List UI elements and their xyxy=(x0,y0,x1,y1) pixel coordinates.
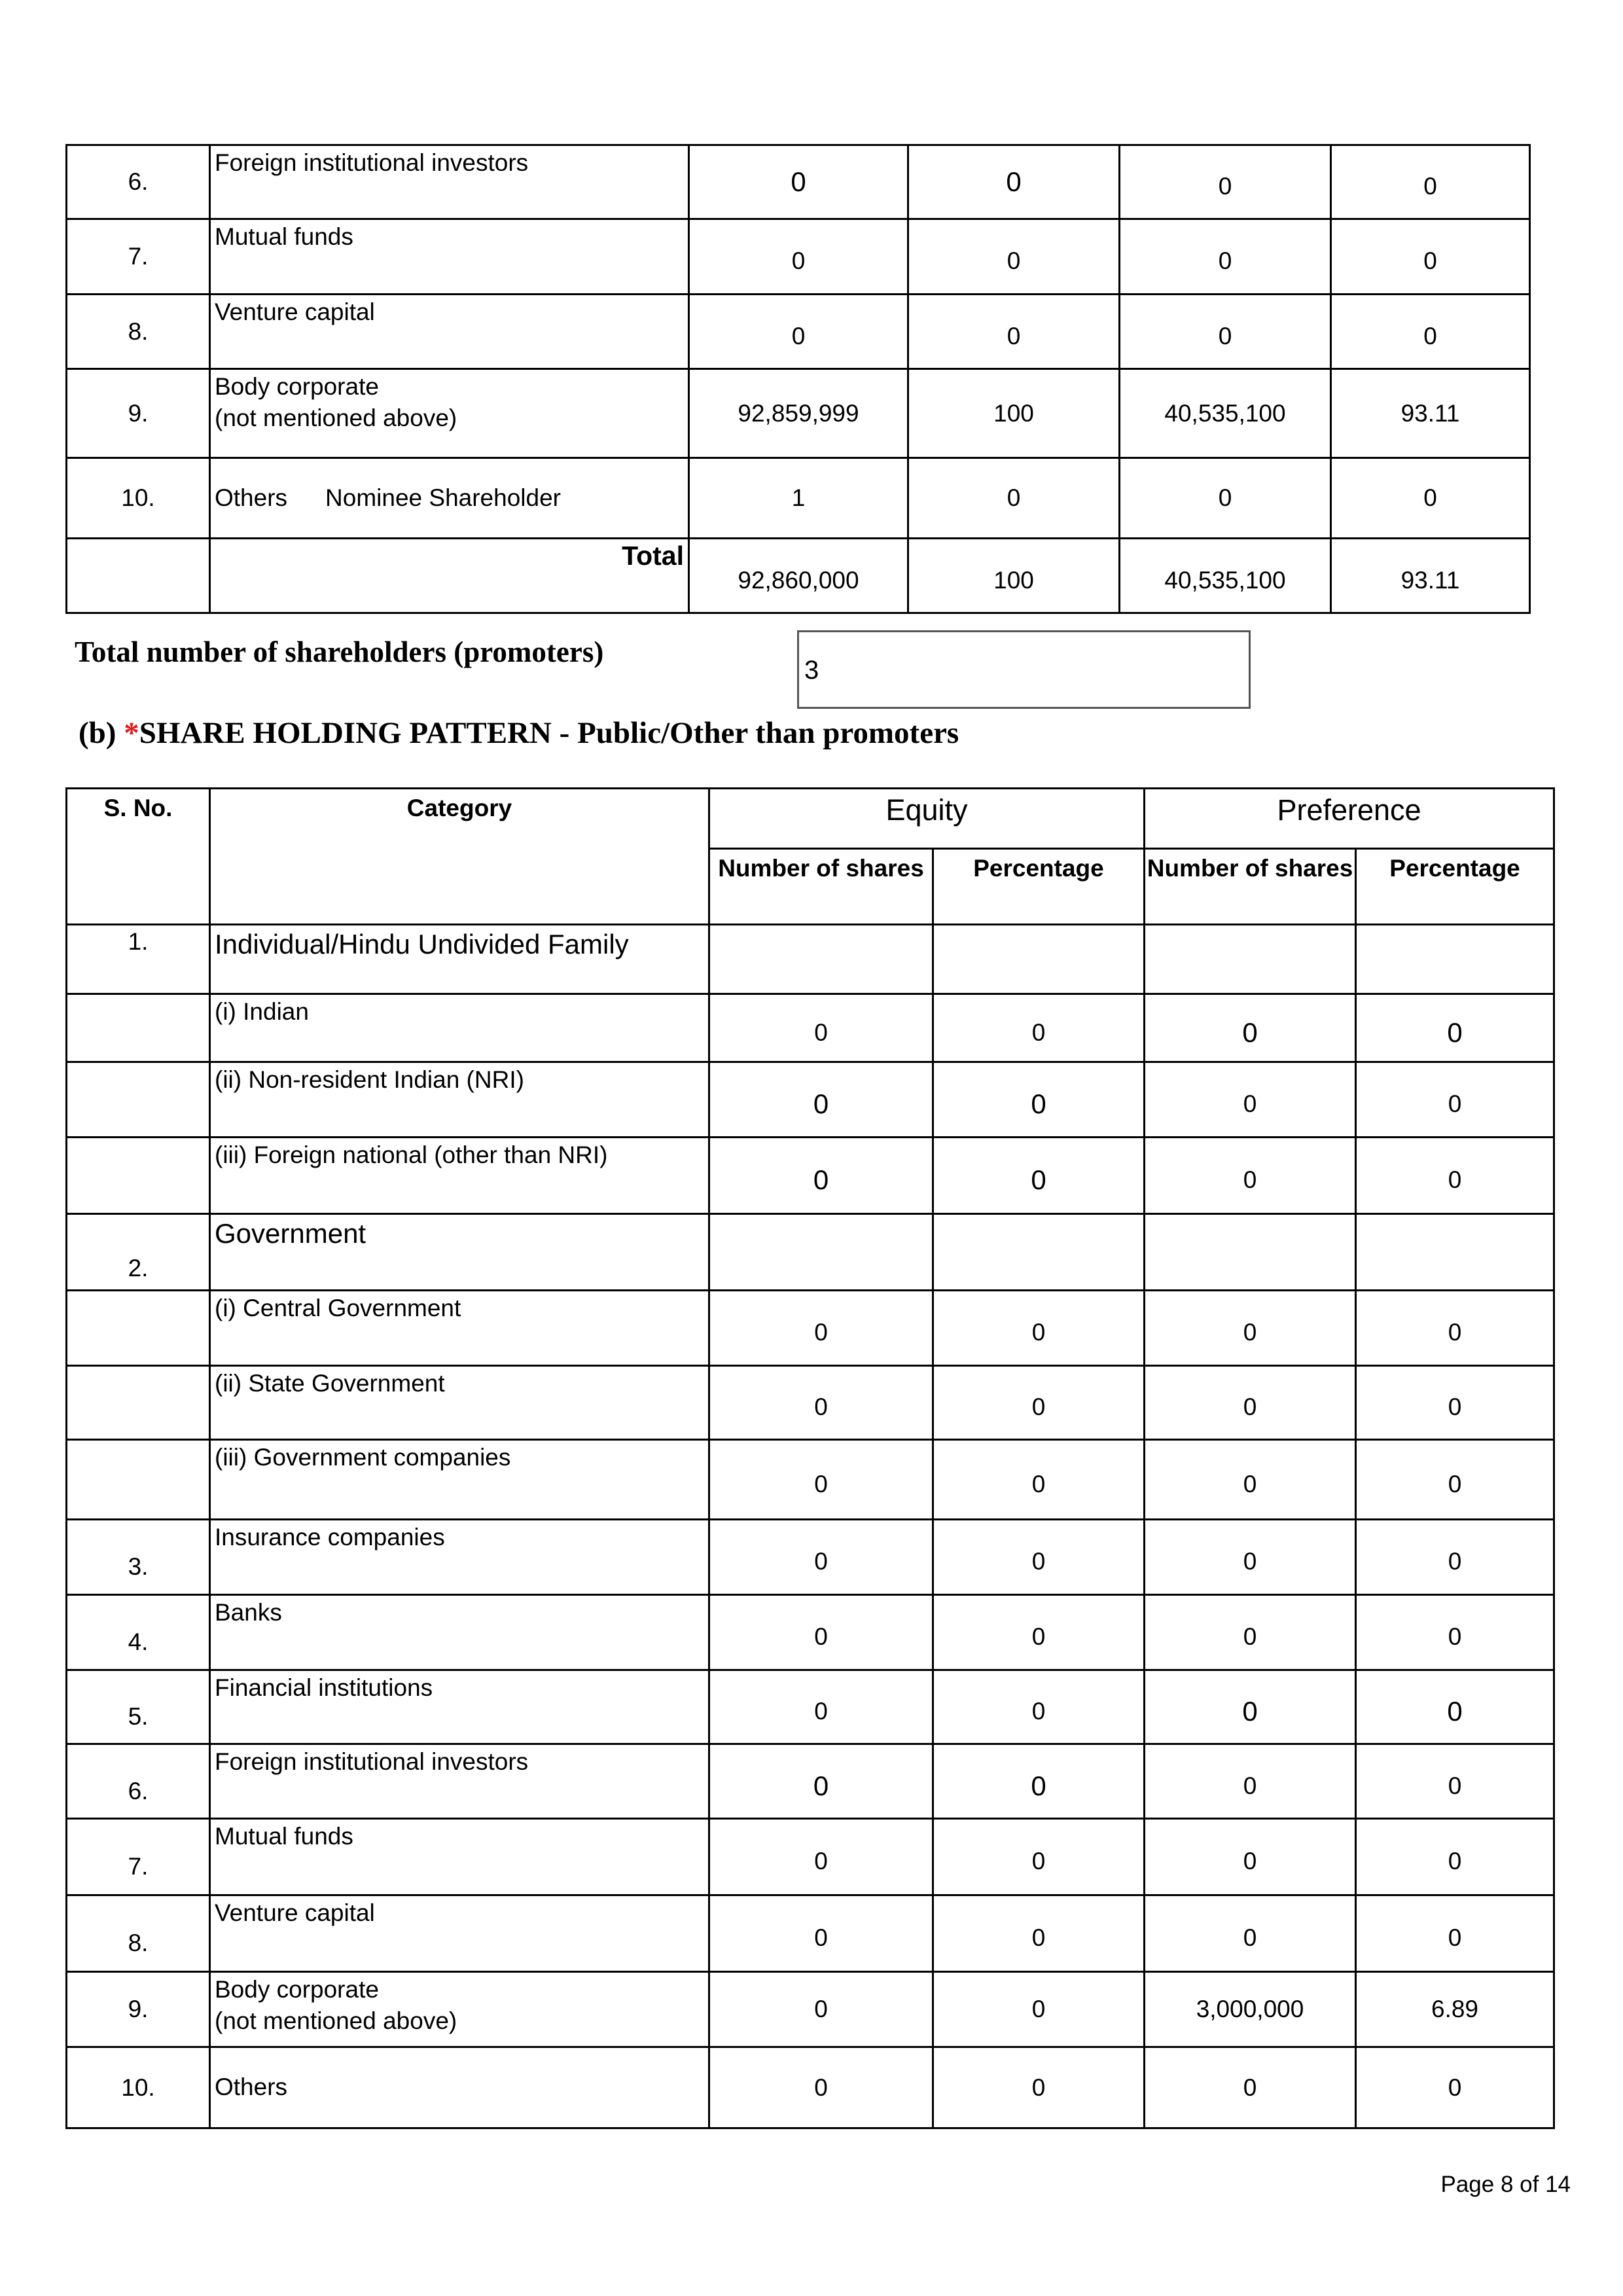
pref-percentage-cell: 0 xyxy=(1356,1062,1554,1138)
pref-shares-cell: 0 xyxy=(1145,1291,1356,1366)
equity-percentage-cell xyxy=(933,1214,1145,1291)
pref-shares-cell: 3,000,000 xyxy=(1145,1972,1356,2047)
table-row xyxy=(67,1366,1554,1440)
promoters-count-field[interactable]: 3 xyxy=(797,630,1251,709)
equity-percentage-cell: 0 xyxy=(933,1670,1145,1744)
row-sno: 9. xyxy=(67,369,210,458)
pref-shares-cell: 0 xyxy=(1120,458,1331,539)
row-category: (i) Indian xyxy=(210,994,709,1062)
pref-percentage-cell: 0 xyxy=(1356,1138,1554,1214)
equity-percentage-cell: 0 xyxy=(933,1595,1145,1670)
equity-shares-cell: 92,859,999 xyxy=(689,369,908,458)
row-category: Foreign institutional investors xyxy=(210,145,689,219)
pref-percentage-cell: 6.89 xyxy=(1356,1972,1554,2047)
equity-header: Equity xyxy=(709,789,1145,849)
pref-shares-cell: 0 xyxy=(1145,1819,1356,1895)
row-category: Others xyxy=(210,2047,709,2128)
pref-shares-cell: 0 xyxy=(1145,1440,1356,1520)
row-sno xyxy=(67,1440,210,1520)
row-category: Government xyxy=(210,1214,709,1291)
nominee-label: Nominee Shareholder xyxy=(325,484,561,511)
pref-shares-cell: 0 xyxy=(1145,1520,1356,1595)
public-shareholding-table xyxy=(65,787,1555,2129)
pref-shares-cell: 0 xyxy=(1145,1744,1356,1819)
category-header: Category xyxy=(210,789,709,925)
pref-shares-cell: 0 xyxy=(1120,295,1331,369)
equity-percentage-cell: 0 xyxy=(933,1366,1145,1440)
equity-percentage-cell: 0 xyxy=(933,994,1145,1062)
preference-header: Preference xyxy=(1145,789,1554,849)
pref-percentage-cell xyxy=(1356,1214,1554,1291)
table-row xyxy=(67,1744,1554,1819)
pref-percentage-cell: 0 xyxy=(1356,1440,1554,1520)
table-row xyxy=(67,2047,1554,2128)
row-sno: 1. xyxy=(67,925,210,994)
equity-shares-cell: 0 xyxy=(709,1440,933,1520)
equity-percentage-cell: 0 xyxy=(908,145,1120,219)
row-category: Insurance companies xyxy=(210,1520,709,1595)
section-b-title xyxy=(79,715,959,751)
total-equity-percentage: 100 xyxy=(908,539,1120,613)
row-sno: 7. xyxy=(67,1819,210,1895)
equity-shares-header: Number of shares xyxy=(709,849,933,925)
row-category: Banks xyxy=(210,1595,709,1670)
row-category xyxy=(210,1972,709,2047)
table-row xyxy=(67,1972,1554,2047)
equity-shares-cell: 0 xyxy=(709,994,933,1062)
total-sno-cell xyxy=(67,539,210,613)
table-row xyxy=(67,295,1530,369)
row-sno: 4. xyxy=(67,1595,210,1670)
table-row xyxy=(67,1291,1554,1366)
table-row xyxy=(67,1214,1554,1291)
equity-percentage-cell xyxy=(933,925,1145,994)
table-row xyxy=(67,1520,1554,1595)
pref-percentage-cell: 0 xyxy=(1356,1366,1554,1440)
table-row xyxy=(67,925,1554,994)
pref-percentage-cell: 0 xyxy=(1331,295,1530,369)
pref-percentage-cell: 0 xyxy=(1356,1291,1554,1366)
table-row xyxy=(67,1440,1554,1520)
row-category: (iii) Foreign national (other than NRI) xyxy=(210,1138,709,1214)
table-row xyxy=(67,369,1530,458)
category-line: (not mentioned above) xyxy=(215,2007,457,2035)
pref-percentage-cell: 0 xyxy=(1356,1895,1554,1972)
promoters-count-label: Total number of shareholders (promoters) xyxy=(75,636,604,668)
equity-percentage-cell: 0 xyxy=(933,2047,1145,2128)
pref-shares-cell: 40,535,100 xyxy=(1120,369,1331,458)
pref-percentage-cell: 93.11 xyxy=(1331,369,1530,458)
row-category: Mutual funds xyxy=(210,1819,709,1895)
pref-shares-cell: 0 xyxy=(1145,1595,1356,1670)
section-title-text: SHARE HOLDING PATTERN - Public/Other than promoters xyxy=(139,716,959,750)
table-row xyxy=(67,219,1530,295)
equity-shares-cell: 0 xyxy=(709,1520,933,1595)
equity-percentage-cell: 0 xyxy=(933,1291,1145,1366)
equity-shares-cell: 0 xyxy=(709,1138,933,1214)
equity-percentage-cell: 0 xyxy=(933,1972,1145,2047)
row-category: Foreign institutional investors xyxy=(210,1744,709,1819)
row-category: Venture capital xyxy=(210,295,689,369)
total-pref-shares: 40,535,100 xyxy=(1120,539,1331,613)
row-category: Individual/Hindu Undivided Family xyxy=(210,925,709,994)
total-label: Total xyxy=(210,539,689,613)
equity-shares-cell: 0 xyxy=(709,1972,933,2047)
row-category: (iii) Government companies xyxy=(210,1440,709,1520)
total-row xyxy=(67,539,1530,613)
promoters-shareholding-table xyxy=(65,144,1531,614)
table-row xyxy=(67,1595,1554,1670)
row-category xyxy=(210,369,689,458)
row-category: (ii) Non-resident Indian (NRI) xyxy=(210,1062,709,1138)
equity-percentage-cell: 0 xyxy=(933,1138,1145,1214)
pref-percentage-cell: 0 xyxy=(1356,1744,1554,1819)
pref-percentage-cell: 0 xyxy=(1356,1670,1554,1744)
equity-shares-cell: 0 xyxy=(709,1670,933,1744)
pref-shares-cell: 0 xyxy=(1145,2047,1356,2128)
row-sno: 2. xyxy=(67,1214,210,1291)
pref-shares-cell: 0 xyxy=(1145,1062,1356,1138)
category-line: Body corporate xyxy=(215,1976,379,2003)
equity-shares-cell: 0 xyxy=(709,1062,933,1138)
table-row xyxy=(67,1138,1554,1214)
row-sno xyxy=(67,994,210,1062)
pref-shares-cell: 0 xyxy=(1145,1138,1356,1214)
row-sno: 10. xyxy=(67,2047,210,2128)
row-sno xyxy=(67,1366,210,1440)
equity-percentage-cell: 0 xyxy=(908,458,1120,539)
row-sno xyxy=(67,1138,210,1214)
row-sno xyxy=(67,1291,210,1366)
equity-percentage-cell: 0 xyxy=(933,1520,1145,1595)
equity-shares-cell: 0 xyxy=(689,219,908,295)
table-row xyxy=(67,1895,1554,1972)
pref-percentage-cell: 0 xyxy=(1331,219,1530,295)
pref-percentage-cell xyxy=(1356,925,1554,994)
row-sno: 6. xyxy=(67,1744,210,1819)
equity-percentage-header: Percentage xyxy=(933,849,1145,925)
equity-percentage-cell: 0 xyxy=(933,1895,1145,1972)
pref-percentage-cell: 0 xyxy=(1356,1819,1554,1895)
row-sno: 6. xyxy=(67,145,210,219)
pref-shares-cell: 0 xyxy=(1145,1670,1356,1744)
table-row xyxy=(67,145,1530,219)
table-row xyxy=(67,1670,1554,1744)
equity-shares-cell: 0 xyxy=(689,295,908,369)
pref-shares-cell: 0 xyxy=(1145,994,1356,1062)
required-asterisk: * xyxy=(124,716,139,750)
sno-header: S. No. xyxy=(67,789,210,925)
equity-percentage-cell: 0 xyxy=(908,295,1120,369)
pref-percentage-cell: 0 xyxy=(1331,145,1530,219)
table-row xyxy=(67,994,1554,1062)
row-category: Venture capital xyxy=(210,1895,709,1972)
equity-shares-cell: 0 xyxy=(709,1895,933,1972)
equity-percentage-cell: 0 xyxy=(933,1819,1145,1895)
row-sno: 5. xyxy=(67,1670,210,1744)
row-sno: 3. xyxy=(67,1520,210,1595)
equity-shares-cell: 0 xyxy=(709,1366,933,1440)
row-category: (ii) State Government xyxy=(210,1366,709,1440)
pref-percentage-cell: 0 xyxy=(1331,458,1530,539)
row-sno: 8. xyxy=(67,295,210,369)
equity-percentage-cell: 0 xyxy=(933,1440,1145,1520)
pref-shares-cell: 0 xyxy=(1120,145,1331,219)
equity-percentage-cell: 0 xyxy=(933,1062,1145,1138)
category-line: Body corporate xyxy=(215,373,379,400)
category-line: (not mentioned above) xyxy=(215,404,457,432)
row-category: Mutual funds xyxy=(210,219,689,295)
total-pref-percentage: 93.11 xyxy=(1331,539,1530,613)
table-row xyxy=(67,1062,1554,1138)
pref-percentage-cell: 0 xyxy=(1356,2047,1554,2128)
equity-percentage-cell: 0 xyxy=(908,219,1120,295)
row-category: Financial institutions xyxy=(210,1670,709,1744)
equity-shares-cell: 0 xyxy=(709,2047,933,2128)
page-number: Page 8 of 14 xyxy=(1440,2172,1571,2197)
total-equity-shares: 92,860,000 xyxy=(689,539,908,613)
row-sno: 10. xyxy=(67,458,210,539)
equity-shares-cell: 0 xyxy=(709,1291,933,1366)
equity-shares-cell: 0 xyxy=(709,1819,933,1895)
category-label: Others xyxy=(215,484,288,511)
row-sno: 7. xyxy=(67,219,210,295)
pref-shares-cell: 0 xyxy=(1120,219,1331,295)
pref-percentage-header: Percentage xyxy=(1356,849,1554,925)
row-sno: 8. xyxy=(67,1895,210,1972)
row-category xyxy=(210,458,689,539)
row-category: (i) Central Government xyxy=(210,1291,709,1366)
pref-percentage-cell: 0 xyxy=(1356,1595,1554,1670)
table-row xyxy=(67,458,1530,539)
pref-percentage-cell: 0 xyxy=(1356,1520,1554,1595)
row-sno xyxy=(67,1062,210,1138)
equity-shares-cell: 0 xyxy=(709,1744,933,1819)
header-row xyxy=(67,789,1554,849)
table-row xyxy=(67,1819,1554,1895)
equity-shares-cell xyxy=(709,925,933,994)
equity-percentage-cell: 0 xyxy=(933,1744,1145,1819)
pref-shares-cell: 0 xyxy=(1145,1895,1356,1972)
pref-percentage-cell: 0 xyxy=(1356,994,1554,1062)
equity-shares-cell: 0 xyxy=(709,1595,933,1670)
row-sno: 9. xyxy=(67,1972,210,2047)
section-prefix: (b) xyxy=(79,716,124,750)
equity-percentage-cell: 100 xyxy=(908,369,1120,458)
equity-shares-cell: 1 xyxy=(689,458,908,539)
pref-shares-cell xyxy=(1145,925,1356,994)
pref-shares-header: Number of shares xyxy=(1145,849,1356,925)
equity-shares-cell: 0 xyxy=(689,145,908,219)
pref-shares-cell: 0 xyxy=(1145,1366,1356,1440)
equity-shares-cell xyxy=(709,1214,933,1291)
pref-shares-cell xyxy=(1145,1214,1356,1291)
